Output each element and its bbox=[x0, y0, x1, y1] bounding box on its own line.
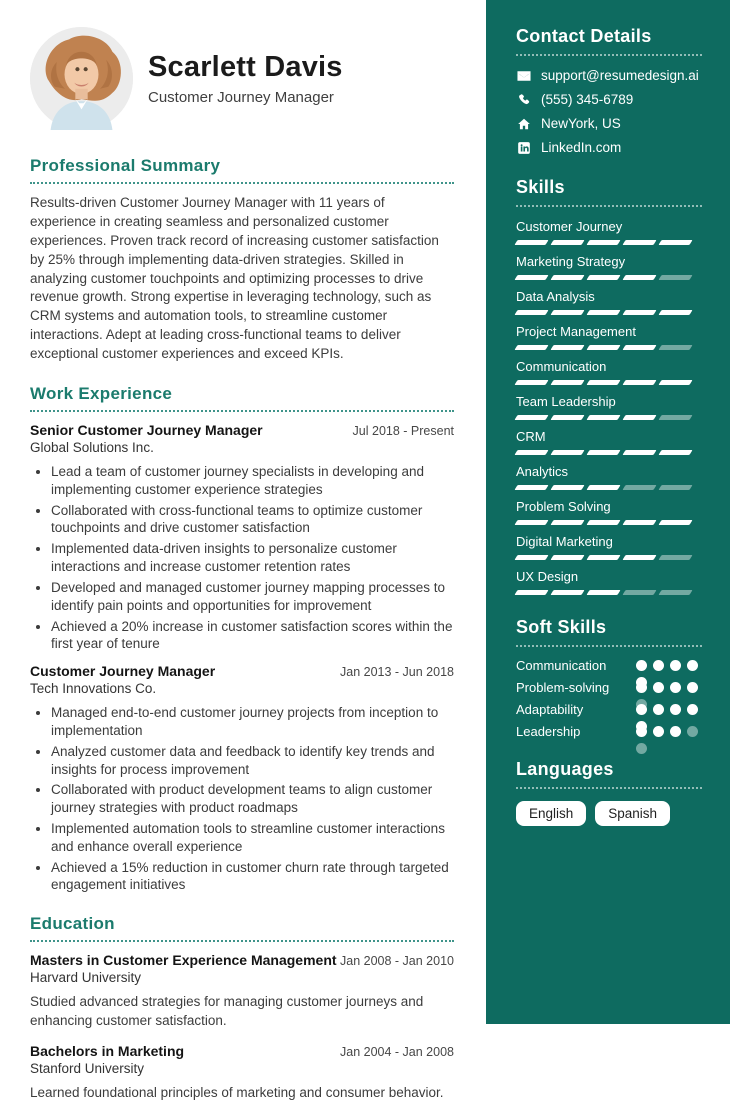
job-company: Global Solutions Inc. bbox=[30, 440, 154, 456]
skill-label: Team Leadership bbox=[516, 394, 616, 409]
soft-skill-item bbox=[516, 681, 702, 693]
skill-bar-segment bbox=[658, 310, 692, 315]
skill-bar-segment bbox=[658, 485, 692, 490]
skill-bar-segment bbox=[514, 275, 548, 280]
skill-level-bar bbox=[516, 240, 702, 245]
skill-item bbox=[516, 534, 702, 560]
skill-bar-segment bbox=[514, 555, 548, 560]
soft-skill-level-dots bbox=[636, 726, 702, 737]
soft-skill-item bbox=[516, 703, 702, 715]
skill-bar-segment bbox=[514, 415, 548, 420]
skill-bar-segment bbox=[550, 345, 584, 350]
contact-heading: Contact Details bbox=[516, 26, 702, 56]
skill-level-bar bbox=[516, 590, 702, 595]
contact-item-email[interactable] bbox=[516, 68, 702, 83]
contact-email-text: support@resumedesign.ai bbox=[541, 68, 699, 83]
skill-dot bbox=[636, 682, 647, 693]
experience-heading: Work Experience bbox=[30, 384, 454, 412]
job-dates: Jan 2013 - Jun 2018 bbox=[340, 665, 454, 680]
soft-skill-level-dots bbox=[636, 704, 702, 715]
skill-bar-segment bbox=[658, 415, 692, 420]
degree-school: Stanford University bbox=[30, 1060, 145, 1076]
person-title: Customer Journey Manager bbox=[148, 88, 334, 106]
skill-label: Digital Marketing bbox=[516, 534, 613, 549]
skill-dot bbox=[653, 660, 664, 671]
skill-bar-segment bbox=[658, 345, 692, 350]
skill-bar-segment bbox=[550, 485, 584, 490]
skill-bar-segment bbox=[658, 240, 692, 245]
degree-entry bbox=[30, 1043, 454, 1102]
skill-bar-segment bbox=[550, 590, 584, 595]
summary-text: Results-driven Customer Journey Manager with 11 years of experience in creating seamless and personalized customer experiences. Proven track record of increasing customer satisfaction by 25% through implementing data-driven strategies. Skilled in analyzing customer touchpoints and optimizing processes to drive revenue growth. Strong expertise in leveraging technology, such as CRM systems and automation tools, to streamline customer interactions. Adept at leading cross-functional teams to deliver exceptional customer experiences and exceed KPIs. bbox=[30, 195, 439, 362]
soft-skill-label: Communication bbox=[516, 657, 607, 673]
skill-dot bbox=[653, 682, 664, 693]
profile-photo-illustration bbox=[30, 27, 133, 130]
skill-level-bar bbox=[516, 380, 702, 385]
skill-bar-segment bbox=[586, 415, 620, 420]
skill-bar-segment bbox=[586, 345, 620, 350]
skill-level-bar bbox=[516, 310, 702, 315]
skill-dot bbox=[687, 682, 698, 693]
skill-item bbox=[516, 359, 702, 385]
skill-bar-segment bbox=[622, 380, 656, 385]
job-bullet: • Collaborated with cross-functional teams to optimize customer touchpoints and drive customer satisfaction bbox=[51, 502, 454, 538]
skill-level-bar bbox=[516, 275, 702, 280]
sidebar bbox=[486, 0, 730, 1024]
soft-skill-item bbox=[516, 725, 702, 737]
skill-bar-segment bbox=[514, 380, 548, 385]
section-skills bbox=[516, 177, 702, 595]
skill-bar-segment bbox=[622, 310, 656, 315]
skill-bar-segment bbox=[586, 380, 620, 385]
job-bullet: • Analyzed customer data and feedback to identify key trends and insights for process improvement bbox=[51, 743, 454, 779]
skill-item bbox=[516, 394, 702, 420]
skill-bar-segment bbox=[514, 450, 548, 455]
skill-bar-segment bbox=[514, 590, 548, 595]
email-icon bbox=[516, 68, 531, 83]
skill-bar-segment bbox=[550, 520, 584, 525]
skill-label: Customer Journey bbox=[516, 219, 623, 234]
skill-bar-segment bbox=[622, 415, 656, 420]
skill-item bbox=[516, 499, 702, 525]
skill-bar-segment bbox=[514, 240, 548, 245]
degree-description: Studied advanced strategies for managing customer journeys and enhancing customer satisfaction. bbox=[30, 994, 424, 1028]
skill-bar-segment bbox=[550, 275, 584, 280]
skill-bar-segment bbox=[550, 380, 584, 385]
section-work-experience bbox=[30, 384, 454, 894]
skill-dot bbox=[687, 660, 698, 671]
degree-entry bbox=[30, 952, 454, 1030]
degree-header bbox=[30, 952, 454, 968]
skill-level-bar bbox=[516, 485, 702, 490]
soft-skills-heading: Soft Skills bbox=[516, 617, 702, 647]
section-soft-skills bbox=[516, 617, 702, 737]
section-education bbox=[30, 914, 454, 1102]
skill-item bbox=[516, 254, 702, 280]
skill-bar-segment bbox=[622, 485, 656, 490]
skill-level-bar bbox=[516, 520, 702, 525]
job-bullet: • Lead a team of customer journey specialists in developing and implementing customer experience strategies bbox=[51, 463, 454, 499]
profile-photo bbox=[30, 27, 133, 130]
skill-bar-segment bbox=[586, 240, 620, 245]
skill-level-bar bbox=[516, 555, 702, 560]
job-title: Customer Journey Manager bbox=[30, 663, 216, 680]
section-languages bbox=[516, 759, 702, 826]
job-bullet: • Developed and managed customer journey mapping processes to identify pain points and opportunities for improvement bbox=[51, 579, 454, 615]
job-bullet: • Achieved a 20% increase in customer satisfaction scores within the first year of tenure bbox=[51, 618, 454, 654]
skill-bar-segment bbox=[550, 415, 584, 420]
summary-heading: Professional Summary bbox=[30, 156, 454, 184]
job-bullets bbox=[30, 704, 454, 894]
skill-bar-segment bbox=[514, 310, 548, 315]
soft-skill-level-dots bbox=[636, 682, 702, 693]
skill-bar-segment bbox=[622, 450, 656, 455]
skill-dot bbox=[670, 682, 681, 693]
skill-label: Data Analysis bbox=[516, 289, 595, 304]
skill-bar-segment bbox=[622, 555, 656, 560]
contact-location-text: NewYork, US bbox=[541, 116, 621, 131]
soft-skill-label: Problem-solving bbox=[516, 679, 610, 695]
skill-bar-segment bbox=[514, 520, 548, 525]
degree-title: Masters in Customer Experience Management bbox=[30, 952, 337, 969]
degree-title: Bachelors in Marketing bbox=[30, 1042, 185, 1059]
skill-bar-segment bbox=[586, 555, 620, 560]
resume-header bbox=[30, 27, 454, 130]
skill-bar-segment bbox=[658, 275, 692, 280]
skill-level-bar bbox=[516, 450, 702, 455]
job-entry bbox=[30, 422, 454, 653]
skill-dot bbox=[636, 704, 647, 715]
skill-bar-segment bbox=[658, 555, 692, 560]
skill-bar-segment bbox=[658, 520, 692, 525]
skill-label: CRM bbox=[516, 429, 546, 444]
job-header bbox=[30, 422, 454, 438]
skill-dot bbox=[653, 726, 664, 737]
skill-bar-segment bbox=[622, 275, 656, 280]
degree-header bbox=[30, 1043, 454, 1059]
contact-linkedin-text: LinkedIn.com bbox=[541, 140, 622, 155]
soft-skill-label: Adaptability bbox=[516, 701, 584, 717]
languages-heading: Languages bbox=[516, 759, 702, 789]
skill-bar-segment bbox=[550, 450, 584, 455]
skill-label: UX Design bbox=[516, 569, 579, 584]
section-professional-summary bbox=[30, 156, 454, 364]
skill-bar-segment bbox=[586, 450, 620, 455]
contact-item-linkedin[interactable] bbox=[516, 140, 702, 155]
job-bullet: • Implemented automation tools to streamline customer interactions and enhance overall experience bbox=[51, 820, 454, 856]
job-bullet: • Managed end-to-end customer journey projects from inception to implementation bbox=[51, 704, 454, 740]
degree-school: Harvard University bbox=[30, 970, 142, 986]
skill-bar-segment bbox=[658, 590, 692, 595]
skill-label: Analytics bbox=[516, 464, 569, 479]
skill-dot bbox=[670, 660, 681, 671]
skill-bar-segment bbox=[550, 555, 584, 560]
job-entry bbox=[30, 663, 454, 894]
degree-description: Learned foundational principles of marketing and consumer behavior. bbox=[30, 1084, 444, 1100]
skill-bar-segment bbox=[658, 380, 692, 385]
skill-bar-segment bbox=[622, 240, 656, 245]
job-dates: Jul 2018 - Present bbox=[352, 424, 454, 439]
skill-label: Communication bbox=[516, 359, 607, 374]
skill-bar-segment bbox=[586, 520, 620, 525]
skill-bar-segment bbox=[622, 345, 656, 350]
language-pill-english[interactable]: English bbox=[516, 801, 586, 826]
job-company: Tech Innovations Co. bbox=[30, 681, 157, 697]
skill-label: Problem Solving bbox=[516, 499, 611, 514]
home-icon bbox=[516, 116, 531, 131]
degree-dates: Jan 2008 - Jan 2010 bbox=[340, 954, 454, 969]
name-block bbox=[148, 51, 343, 105]
skill-bar-segment bbox=[622, 590, 656, 595]
linkedin-icon bbox=[516, 140, 531, 155]
language-pill-spanish[interactable]: Spanish bbox=[595, 801, 670, 826]
skill-bar-segment bbox=[514, 345, 548, 350]
contact-item-phone[interactable] bbox=[516, 92, 702, 107]
skill-item bbox=[516, 429, 702, 455]
contact-item-location[interactable] bbox=[516, 116, 702, 131]
skill-bar-segment bbox=[514, 485, 548, 490]
skill-item bbox=[516, 324, 702, 350]
skill-item bbox=[516, 219, 702, 245]
skill-dot bbox=[653, 704, 664, 715]
skill-bar-segment bbox=[622, 520, 656, 525]
skill-bar-segment bbox=[586, 485, 620, 490]
job-bullet: • Achieved a 15% reduction in customer churn rate through targeted engagement initiatives bbox=[51, 859, 454, 895]
job-bullet: • Collaborated with product development teams to align customer journey strategies with product roadmaps bbox=[51, 781, 454, 817]
skill-label: Project Management bbox=[516, 324, 636, 339]
skill-bar-segment bbox=[550, 310, 584, 315]
skill-dot bbox=[687, 704, 698, 715]
job-bullet: • Implemented data-driven insights to personalize customer interactions and increase customer retention rates bbox=[51, 540, 454, 576]
skill-bar-segment bbox=[586, 275, 620, 280]
skill-bar-segment bbox=[586, 590, 620, 595]
soft-skill-level-dots bbox=[636, 660, 702, 671]
education-heading: Education bbox=[30, 914, 454, 942]
language-list bbox=[516, 801, 702, 826]
skill-item bbox=[516, 569, 702, 595]
skills-heading: Skills bbox=[516, 177, 702, 207]
soft-skill-item bbox=[516, 659, 702, 671]
skill-item bbox=[516, 464, 702, 490]
skill-bar-segment bbox=[550, 240, 584, 245]
person-name: Scarlett Davis bbox=[148, 51, 343, 84]
skill-item bbox=[516, 289, 702, 315]
skill-dot bbox=[636, 726, 647, 737]
soft-skill-label: Leadership bbox=[516, 723, 581, 739]
skill-dot bbox=[636, 743, 647, 754]
job-bullets bbox=[30, 463, 454, 653]
job-header bbox=[30, 663, 454, 679]
skill-dot bbox=[670, 726, 681, 737]
phone-icon bbox=[516, 92, 531, 107]
section-contact-details bbox=[516, 26, 702, 155]
contact-phone-text: (555) 345-6789 bbox=[541, 92, 634, 107]
skill-bar-segment bbox=[586, 310, 620, 315]
skill-dot bbox=[636, 660, 647, 671]
skill-level-bar bbox=[516, 415, 702, 420]
degree-dates: Jan 2004 - Jan 2008 bbox=[340, 1044, 454, 1059]
skill-dot bbox=[687, 726, 698, 737]
skill-label: Marketing Strategy bbox=[516, 254, 626, 269]
skill-level-bar bbox=[516, 345, 702, 350]
skill-bar-segment bbox=[658, 450, 692, 455]
skill-dot bbox=[670, 704, 681, 715]
job-title: Senior Customer Journey Manager bbox=[30, 422, 263, 439]
